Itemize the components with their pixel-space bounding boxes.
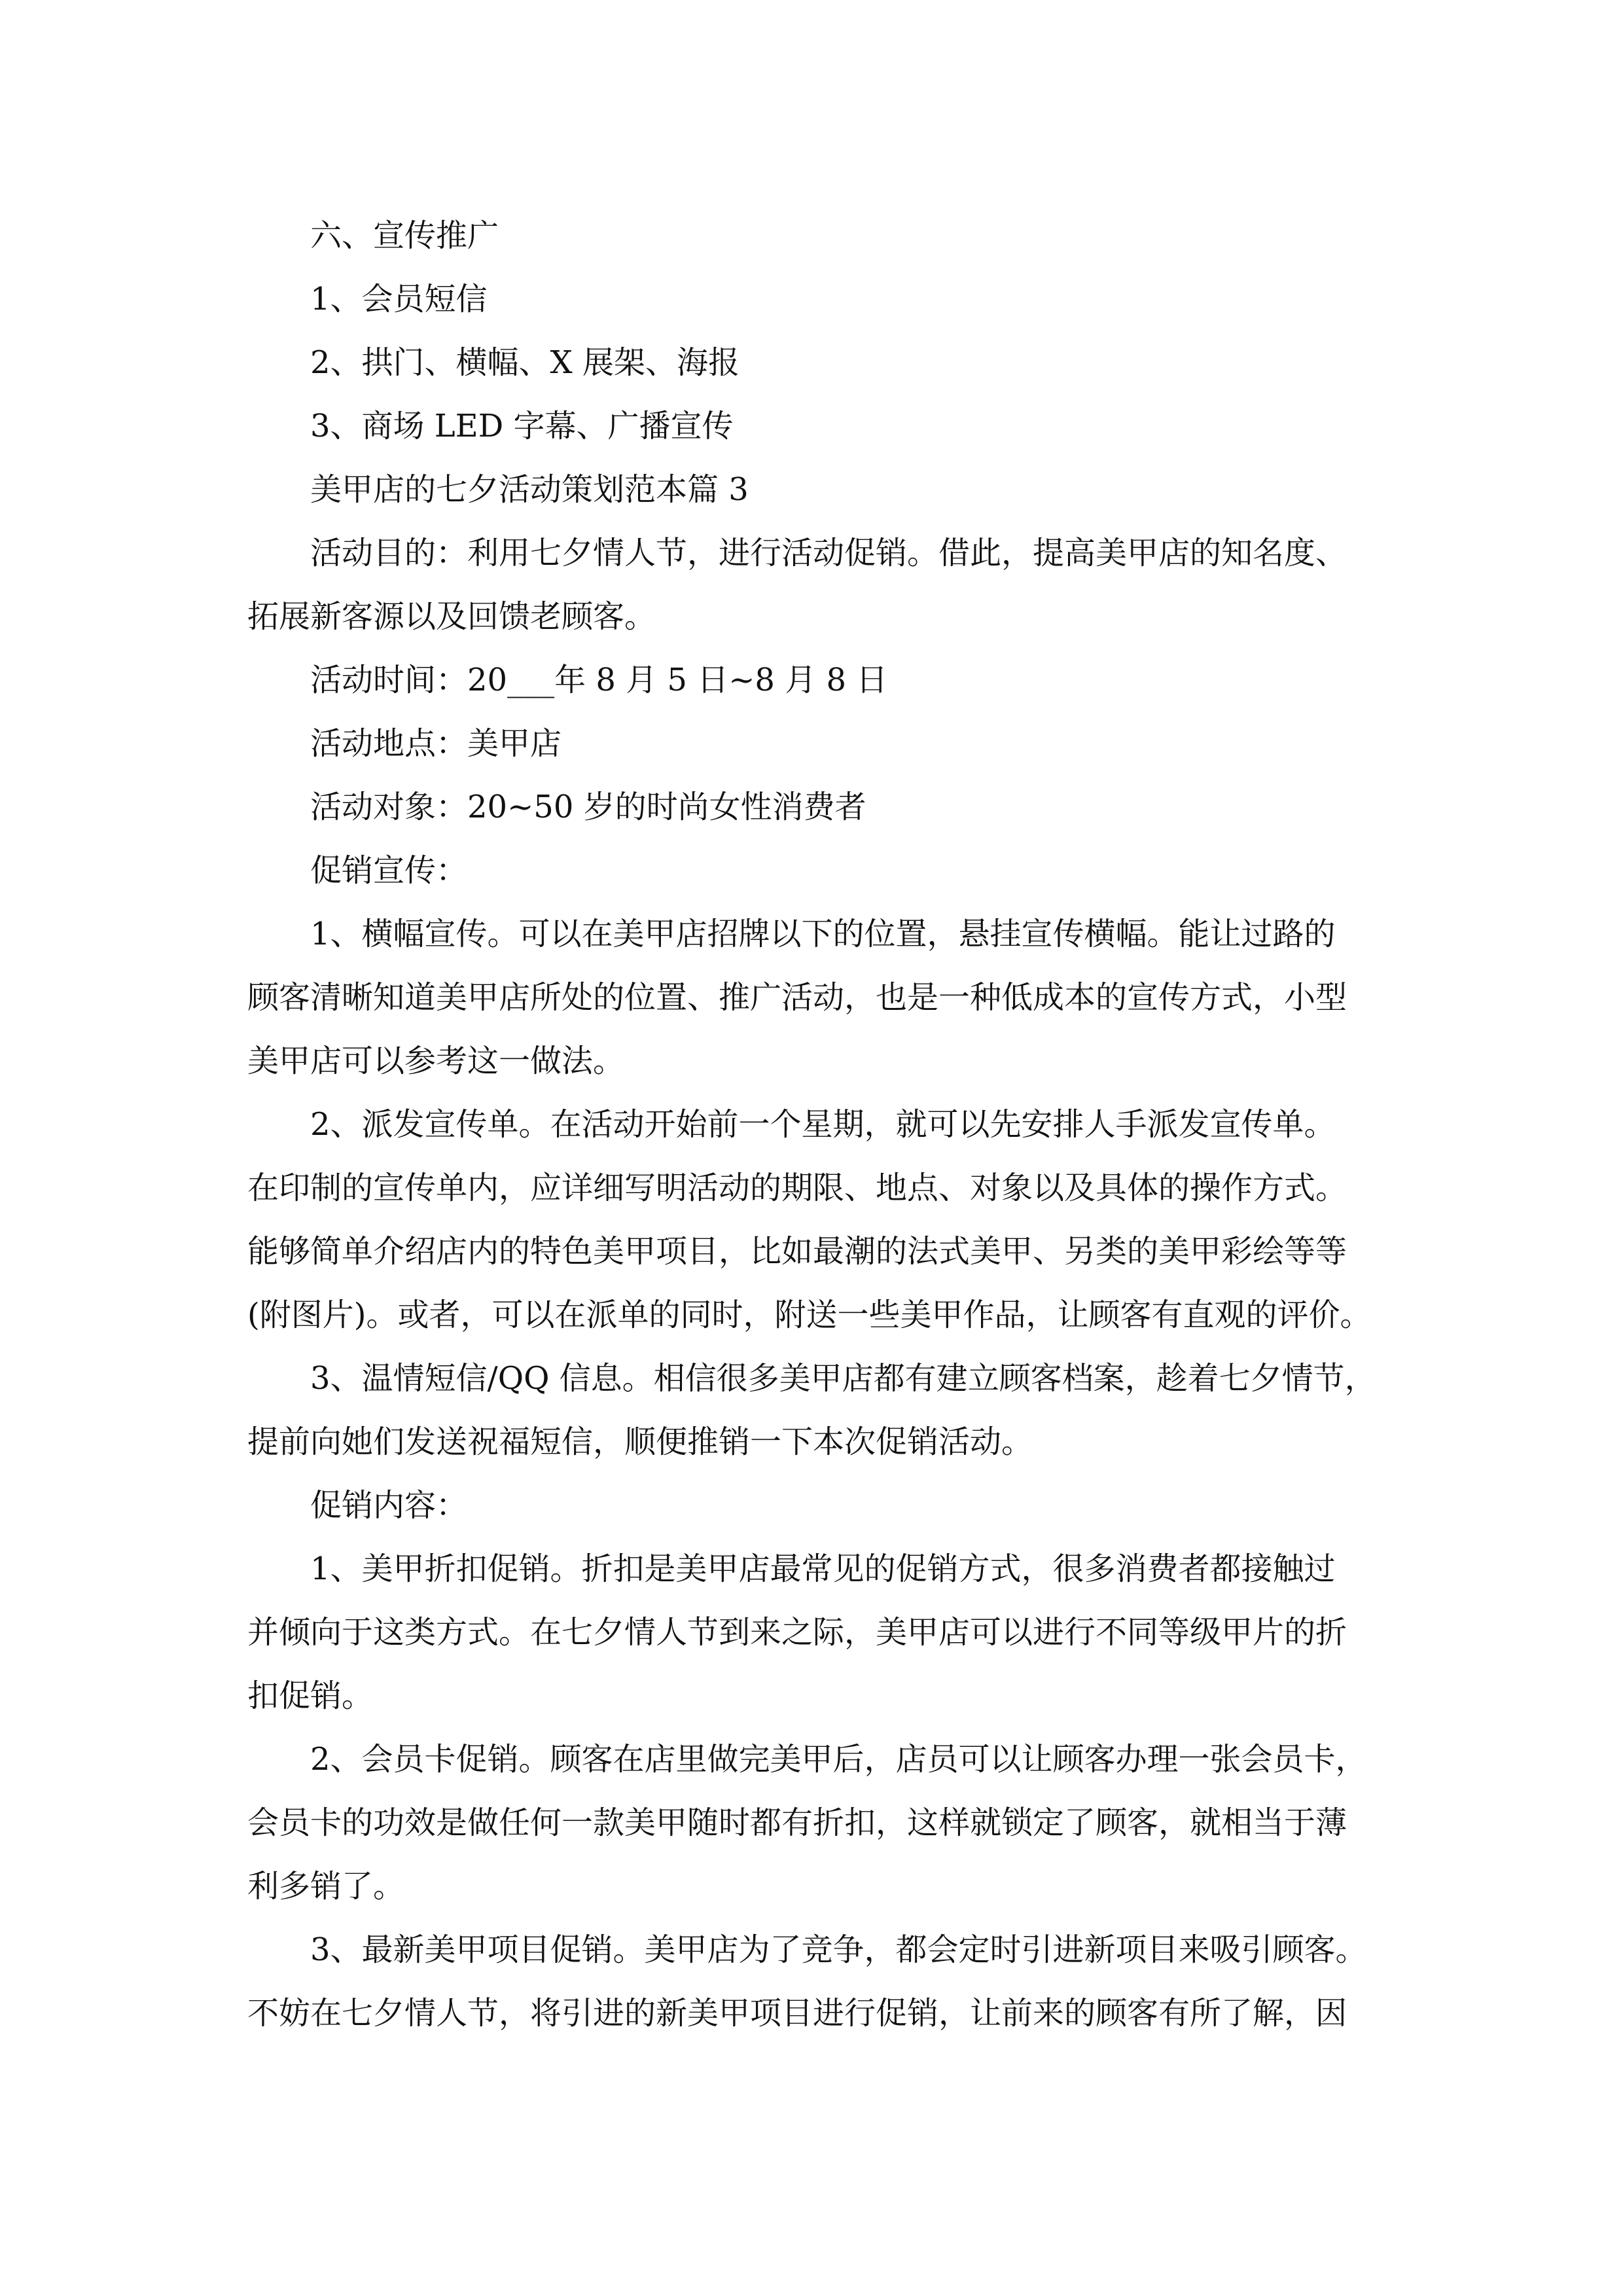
paragraph-line: 能够简单介绍店内的特色美甲项目，比如最潮的法式美甲、另类的美甲彩绘等等 xyxy=(247,1233,1347,1270)
paragraph-line: 美甲店可以参考这一做法。 xyxy=(247,1043,625,1079)
paragraph-line: 在印制的宣传单内，应详细写明活动的期限、地点、对象以及具体的操作方式。 xyxy=(247,1170,1347,1206)
event-time: 活动时间：20___年 8 月 5 日~8 月 8 日 xyxy=(310,662,888,698)
paragraph-line: 并倾向于这类方式。在七夕情人节到来之际，美甲店可以进行不同等级甲片的折 xyxy=(247,1614,1347,1651)
paragraph-line: 1、横幅宣传。可以在美甲店招牌以下的位置，悬挂宣传横幅。能让过路的 xyxy=(310,916,1336,952)
paragraph-line: (附图片)。或者，可以在派单的同时，附送一些美甲作品，让顾客有直观的评价。 xyxy=(247,1297,1372,1333)
paragraph-line: 不妨在七夕情人节，将引进的新美甲项目进行促销，让前来的顾客有所了解，因 xyxy=(247,1995,1347,2032)
event-audience: 活动对象：20~50 岁的时尚女性消费者 xyxy=(310,789,866,825)
paragraph-line: 拓展新客源以及回馈老顾客。 xyxy=(247,598,656,635)
paragraph-line: 会员卡的功效是做任何一款美甲随时都有折扣，这样就锁定了顾客，就相当于薄 xyxy=(247,1804,1347,1841)
section-heading: 六、宣传推广 xyxy=(310,217,499,254)
paragraph-line: 2、派发宣传单。在活动开始前一个星期，就可以先安排人手派发宣传单。 xyxy=(310,1106,1336,1143)
paragraph-line: 活动目的：利用七夕情人节，进行活动促销。借此，提高美甲店的知名度、 xyxy=(310,535,1347,571)
paragraph-line: 3、最新美甲项目促销。美甲店为了竞争，都会定时引进新项目来吸引顾客。 xyxy=(310,1931,1367,1968)
paragraph-line: 利多销了。 xyxy=(247,1868,405,1905)
subheading: 促销内容： xyxy=(310,1487,468,1524)
event-location: 活动地点：美甲店 xyxy=(310,725,562,762)
document-body xyxy=(247,204,1374,2045)
article-title: 美甲店的七夕活动策划范本篇 3 xyxy=(310,471,749,508)
list-item: 2、拱门、横幅、X 展架、海报 xyxy=(310,344,740,381)
paragraph-line: 2、会员卡促销。顾客在店里做完美甲后，店员可以让顾客办理一张会员卡， xyxy=(310,1741,1367,1778)
paragraph-line: 顾客清晰知道美甲店所处的位置、推广活动，也是一种低成本的宣传方式，小型 xyxy=(247,979,1347,1016)
paragraph-line: 扣促销。 xyxy=(247,1677,374,1714)
list-item: 1、会员短信 xyxy=(310,281,488,317)
paragraph-line: 1、美甲折扣促销。折扣是美甲店最常见的促销方式，很多消费者都接触过 xyxy=(310,1551,1336,1587)
paragraph-line: 提前向她们发送祝福短信，顺便推销一下本次促销活动。 xyxy=(247,1424,1033,1460)
paragraph-line: 3、温情短信/QQ 信息。相信很多美甲店都有建立顾客档案，趁着七夕情节， xyxy=(310,1360,1376,1397)
list-item: 3、商场 LED 字幕、广播宣传 xyxy=(310,408,734,444)
subheading: 促销宣传： xyxy=(310,852,468,889)
